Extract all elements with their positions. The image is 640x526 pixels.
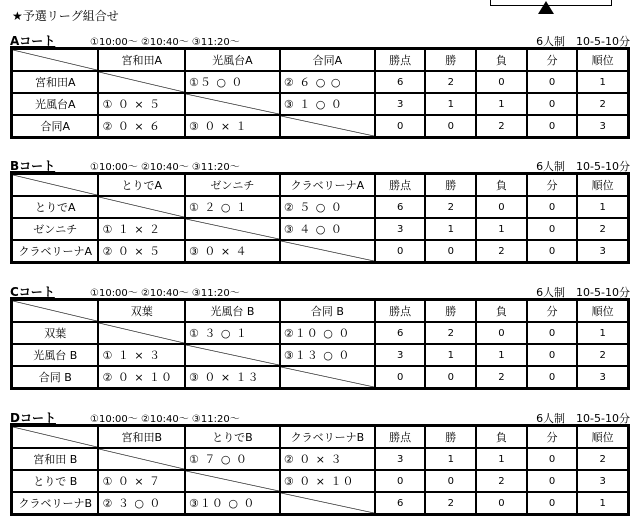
column-header: 負 <box>476 49 527 71</box>
match-result: ③ １ ○ ０ <box>280 93 375 115</box>
stat-cell: 3 <box>375 218 426 240</box>
header-row <box>12 49 628 71</box>
column-team-header: クラベリーナB <box>280 426 375 448</box>
match-result: ② ０ × １０ <box>98 366 184 388</box>
court-header <box>10 157 630 172</box>
row-team-name: 光風台 B <box>12 344 98 366</box>
table-row <box>12 492 628 514</box>
column-team-header: 合同 B <box>280 300 375 322</box>
column-header: 順位 <box>577 174 628 196</box>
stat-cell: 1 <box>425 93 476 115</box>
stat-cell: 2 <box>476 115 527 137</box>
court-header <box>10 409 630 424</box>
self-match-cell <box>280 115 375 137</box>
stat-cell: 1 <box>476 344 527 366</box>
corner-cell <box>12 49 98 71</box>
self-match-cell <box>98 71 184 93</box>
stat-cell: 1 <box>577 196 628 218</box>
match-result: ① ７ ○ ０ <box>185 448 280 470</box>
match-result: ②１０ ○ ０ <box>280 322 375 344</box>
column-header: 負 <box>476 300 527 322</box>
match-result: ② ０ × ５ <box>98 240 184 262</box>
stat-cell: 0 <box>527 492 578 514</box>
court-name: Dコート <box>10 411 56 425</box>
stat-cell: 0 <box>527 71 578 93</box>
match-times: ①10:00～ ②10:40～ ③11:20～ <box>90 162 240 173</box>
column-team-header: 双葉 <box>98 300 184 322</box>
table-row <box>12 448 628 470</box>
self-match-cell <box>185 218 280 240</box>
stat-cell: 2 <box>476 470 527 492</box>
column-team-header: 光風台A <box>185 49 280 71</box>
column-header: 順位 <box>577 300 628 322</box>
row-team-name: ゼンニチ <box>12 218 98 240</box>
stat-cell: 2 <box>577 93 628 115</box>
row-team-name: とりでA <box>12 196 98 218</box>
court-name: Cコート <box>10 285 55 299</box>
column-team-header: 光風台 B <box>185 300 280 322</box>
row-team-name: とりで B <box>12 470 98 492</box>
match-result: ① １ × ２ <box>98 218 184 240</box>
stat-cell: 0 <box>527 240 578 262</box>
self-match-cell <box>185 93 280 115</box>
stat-cell: 3 <box>375 344 426 366</box>
stat-cell: 0 <box>375 115 426 137</box>
court-block <box>10 283 630 390</box>
stat-cell: 2 <box>425 322 476 344</box>
stat-cell: 0 <box>527 344 578 366</box>
table-row <box>12 71 628 93</box>
header-row <box>12 426 628 448</box>
match-result: ③１０ ○ ０ <box>185 492 280 514</box>
league-table <box>10 298 630 390</box>
stat-cell: 2 <box>577 448 628 470</box>
self-match-cell <box>280 366 375 388</box>
self-match-cell <box>185 344 280 366</box>
match-result: ③１３ ○ ０ <box>280 344 375 366</box>
match-result: ③ ０ × １０ <box>280 470 375 492</box>
stat-cell: 1 <box>425 218 476 240</box>
stat-cell: 1 <box>425 448 476 470</box>
stat-cell: 3 <box>375 448 426 470</box>
stat-cell: 2 <box>425 492 476 514</box>
page-title: ★予選リーグ組合せ <box>12 9 119 23</box>
table-row <box>12 322 628 344</box>
self-match-cell <box>185 470 280 492</box>
stat-cell: 0 <box>527 93 578 115</box>
match-rule: 6人制 10-5-10分 <box>536 412 630 425</box>
row-team-name: 宮和田 B <box>12 448 98 470</box>
stat-cell: 6 <box>375 322 426 344</box>
row-team-name: 光風台A <box>12 93 98 115</box>
stat-cell: 0 <box>476 196 527 218</box>
column-header: 勝点 <box>375 49 426 71</box>
self-match-cell <box>280 492 375 514</box>
match-result: ③ ０ × ４ <box>185 240 280 262</box>
league-table <box>10 172 630 264</box>
column-header: 勝 <box>425 426 476 448</box>
corner-cell <box>12 426 98 448</box>
row-team-name: 合同A <box>12 115 98 137</box>
self-match-cell <box>98 322 184 344</box>
table-row <box>12 470 628 492</box>
triangle-icon <box>538 1 554 14</box>
match-result: ③ ０ × １３ <box>185 366 280 388</box>
stat-cell: 2 <box>425 196 476 218</box>
stat-cell: 0 <box>425 470 476 492</box>
match-rule: 6人制 10-5-10分 <box>536 35 630 48</box>
court-header <box>10 283 630 298</box>
column-header: 分 <box>527 426 578 448</box>
match-result: ①５ ○ ０ <box>185 71 280 93</box>
match-result: ① １ × ３ <box>98 344 184 366</box>
stat-cell: 2 <box>476 240 527 262</box>
column-header: 勝点 <box>375 300 426 322</box>
row-team-name: 合同 B <box>12 366 98 388</box>
stat-cell: 3 <box>375 93 426 115</box>
table-row <box>12 344 628 366</box>
stat-cell: 0 <box>375 366 426 388</box>
match-result: ① ２ ○ １ <box>185 196 280 218</box>
match-result: ② ３ ○ ０ <box>98 492 184 514</box>
match-result: ② ６ ○ ○ <box>280 71 375 93</box>
column-header: 分 <box>527 174 578 196</box>
column-header: 負 <box>476 426 527 448</box>
stat-cell: 0 <box>375 470 426 492</box>
court-block <box>10 32 630 139</box>
stat-cell: 1 <box>577 71 628 93</box>
stat-cell: 1 <box>425 344 476 366</box>
stat-cell: 1 <box>476 93 527 115</box>
table-row <box>12 93 628 115</box>
column-team-header: とりでB <box>185 426 280 448</box>
stat-cell: 1 <box>476 218 527 240</box>
stat-cell: 0 <box>425 366 476 388</box>
match-rule: 6人制 10-5-10分 <box>536 160 630 173</box>
row-team-name: 双葉 <box>12 322 98 344</box>
stat-cell: 0 <box>476 71 527 93</box>
stat-cell: 2 <box>577 344 628 366</box>
court-name: Bコート <box>10 159 56 173</box>
corner-cell <box>12 174 98 196</box>
column-team-header: 宮和田B <box>98 426 184 448</box>
column-header: 勝点 <box>375 426 426 448</box>
table-row <box>12 240 628 262</box>
match-result: ② ０ × ６ <box>98 115 184 137</box>
column-header: 勝 <box>425 49 476 71</box>
self-match-cell <box>98 196 184 218</box>
stat-cell: 0 <box>527 448 578 470</box>
column-header: 勝 <box>425 300 476 322</box>
header-row <box>12 174 628 196</box>
row-team-name: クラベリーナA <box>12 240 98 262</box>
stat-cell: 3 <box>577 240 628 262</box>
stat-cell: 0 <box>527 218 578 240</box>
header-row <box>12 300 628 322</box>
court-block <box>10 157 630 264</box>
column-team-header: クラベリーナA <box>280 174 375 196</box>
row-team-name: 宮和田A <box>12 71 98 93</box>
stat-cell: 2 <box>425 71 476 93</box>
match-result: ② ５ ○ ０ <box>280 196 375 218</box>
court-header <box>10 32 630 47</box>
table-row <box>12 218 628 240</box>
stat-cell: 2 <box>476 366 527 388</box>
stat-cell: 1 <box>476 448 527 470</box>
row-team-name: クラベリーナB <box>12 492 98 514</box>
self-match-cell <box>98 448 184 470</box>
stat-cell: 0 <box>527 115 578 137</box>
column-team-header: 宮和田A <box>98 49 184 71</box>
stat-cell: 1 <box>577 322 628 344</box>
column-header: 順位 <box>577 426 628 448</box>
court-name: Aコート <box>10 34 56 48</box>
league-table <box>10 47 630 139</box>
stat-cell: 0 <box>375 240 426 262</box>
stat-cell: 0 <box>425 240 476 262</box>
stat-cell: 2 <box>577 218 628 240</box>
column-header: 勝 <box>425 174 476 196</box>
stat-cell: 6 <box>375 71 426 93</box>
table-row <box>12 115 628 137</box>
stat-cell: 6 <box>375 196 426 218</box>
self-match-cell <box>280 240 375 262</box>
corner-cell <box>12 300 98 322</box>
stat-cell: 3 <box>577 470 628 492</box>
stat-cell: 0 <box>527 470 578 492</box>
league-table <box>10 424 630 516</box>
court-block <box>10 409 630 516</box>
column-header: 負 <box>476 174 527 196</box>
match-times: ①10:00～ ②10:40～ ③11:20～ <box>90 288 240 299</box>
column-header: 分 <box>527 49 578 71</box>
stat-cell: 0 <box>476 492 527 514</box>
column-header: 分 <box>527 300 578 322</box>
table-row <box>12 196 628 218</box>
column-header: 勝点 <box>375 174 426 196</box>
match-result: ① ０ × ５ <box>98 93 184 115</box>
match-rule: 6人制 10-5-10分 <box>536 286 630 299</box>
match-times: ①10:00～ ②10:40～ ③11:20～ <box>90 414 240 425</box>
stat-cell: 0 <box>425 115 476 137</box>
stat-cell: 3 <box>577 115 628 137</box>
match-result: ② ０ × ３ <box>280 448 375 470</box>
stat-cell: 3 <box>577 366 628 388</box>
table-row <box>12 366 628 388</box>
match-times: ①10:00～ ②10:40～ ③11:20～ <box>90 37 240 48</box>
match-result: ① ０ × ７ <box>98 470 184 492</box>
stat-cell: 0 <box>527 196 578 218</box>
column-team-header: とりでA <box>98 174 184 196</box>
match-result: ③ ０ × １ <box>185 115 280 137</box>
stat-cell: 0 <box>527 366 578 388</box>
match-result: ③ ４ ○ ０ <box>280 218 375 240</box>
stat-cell: 1 <box>577 492 628 514</box>
stat-cell: 0 <box>476 322 527 344</box>
stat-cell: 6 <box>375 492 426 514</box>
stat-cell: 0 <box>527 322 578 344</box>
match-result: ① ３ ○ １ <box>185 322 280 344</box>
column-team-header: 合同A <box>280 49 375 71</box>
column-header: 順位 <box>577 49 628 71</box>
column-team-header: ゼンニチ <box>185 174 280 196</box>
